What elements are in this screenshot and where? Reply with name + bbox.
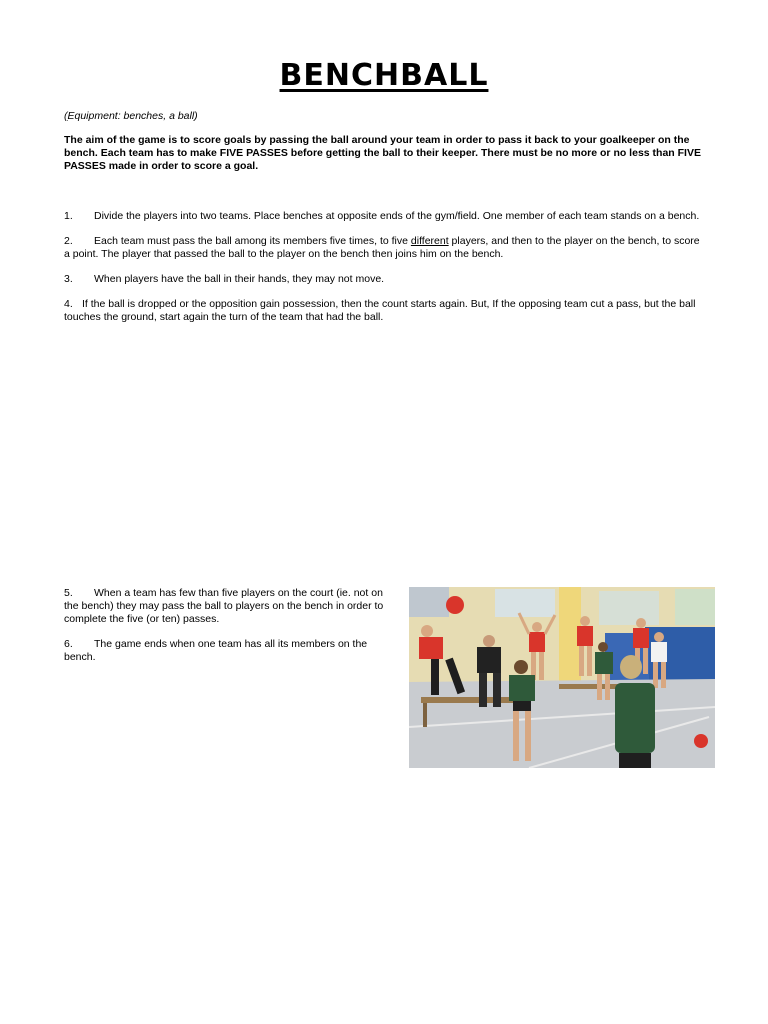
rule-item xyxy=(64,298,706,324)
rules-list xyxy=(64,210,706,336)
gym-photo-illustration xyxy=(409,587,715,768)
rules-list-continued xyxy=(64,587,400,676)
rule-text: When players have the ball in their hands, they may not move. xyxy=(94,273,385,285)
ball xyxy=(446,596,464,614)
rule-text: If the ball is dropped or the opposition gain possession, then the count starts again. But, If the opposing team cut a pass, but the ball touches the ground, start again the turn of the team that had the ball. xyxy=(64,298,696,323)
rule-text: The game ends when one team has all its members on the bench. xyxy=(64,638,368,663)
rule-number: 2. xyxy=(64,235,73,247)
window xyxy=(495,589,555,617)
rule-underlined-word: different xyxy=(410,235,449,247)
rule-text: players, and then to the player on the bench, to score a point. The player that passed the ball to the player on the bench then joins him on the bench. xyxy=(64,235,700,260)
rule-number: 3. xyxy=(64,273,73,285)
rule-item xyxy=(64,587,400,626)
equipment-lead: ( xyxy=(64,110,68,122)
window xyxy=(675,589,715,625)
title-block xyxy=(0,58,768,93)
rule-number: 5. xyxy=(64,587,73,599)
rule-item xyxy=(64,273,706,286)
page-title: BENCHBALL xyxy=(279,58,489,93)
ball xyxy=(694,734,708,748)
rule-text: When a team has few than five players on the court (ie. not on the bench) they may pass the ball to players on the bench in order to complete the five (or ten) passes. xyxy=(64,587,384,625)
rule-item xyxy=(64,638,400,664)
gym-photo xyxy=(409,587,715,768)
equipment-text: Equipment: benches, a ball) xyxy=(67,110,198,122)
rule-item xyxy=(64,235,706,261)
rule-text: Divide the players into two teams. Place benches at opposite ends of the gym/field. One member of each team stands on a bench. xyxy=(94,210,700,222)
rule-number: 6. xyxy=(64,638,73,650)
equipment-line xyxy=(64,110,198,122)
rule-number: 1. xyxy=(64,210,73,222)
rule-number: 4. xyxy=(64,298,73,310)
rule-text: Each team must pass the ball among its members five times, to five xyxy=(94,235,411,247)
bench-leg xyxy=(423,703,427,727)
window xyxy=(599,591,659,625)
window xyxy=(409,587,449,617)
aim-paragraph: The aim of the game is to score goals by passing the ball around your team in order to pass it back to your goalkeeper on the bench. Each team has to make FIVE PASSES before getting the ball to their keeper. There must be no more or no less than FIVE PASSES made in order to score a goal. xyxy=(64,134,701,172)
rule-item xyxy=(64,210,706,223)
